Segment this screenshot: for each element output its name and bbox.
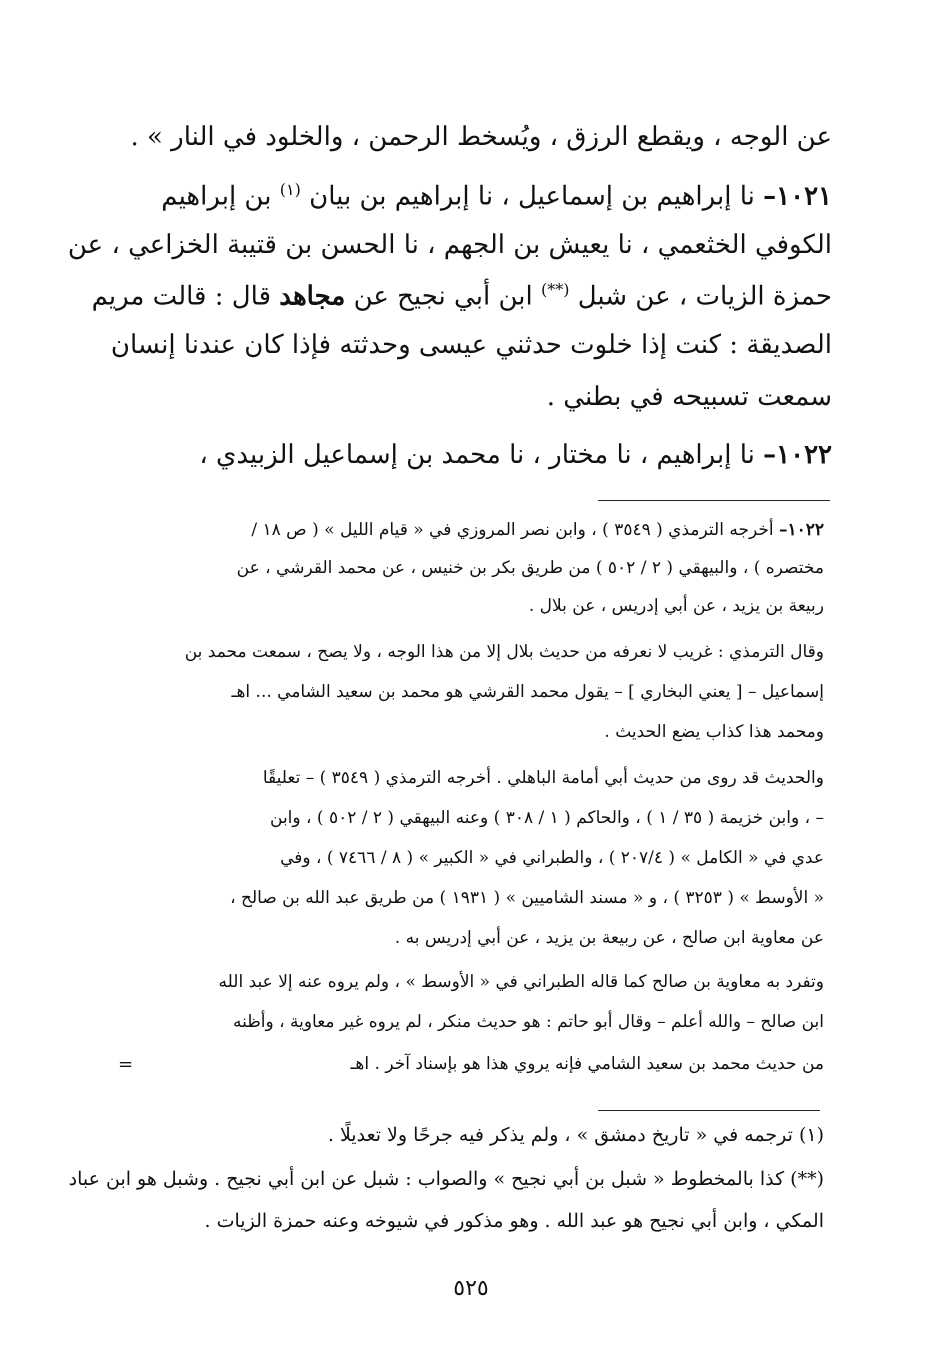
footnote-line-7: والحديث قد روى من حديث أبي أمامة الباهلي . أخرجه الترمذي ( ٣٥٤٩ ) – تعليقًا xyxy=(262,768,824,788)
hadith-1021-text-3c: قال : قالت مريم xyxy=(91,281,272,312)
note-line-2: (**) كذا بالمخطوط « شبل بن أبي نجيح » والصواب : شبل عن ابن أبي نجيح . وشبل هو ابن عباد xyxy=(68,1168,824,1190)
footnote-line-4: وقال الترمذي : غريب لا نعرفه من حديث بلال إلا من هذا الوجه ، ولا يصح ، سمعت محمد بن xyxy=(184,642,824,662)
footnote-ref-1: (١) xyxy=(279,180,301,199)
footnote-number-1022: ١٠٢٢– xyxy=(778,520,824,540)
footnote-line-10: « الأوسط » ( ٣٢٥٣ ) ، و « مسند الشاميين » ( ١٩٣١ ) من طريق عبد الله بن صالح ، xyxy=(230,888,824,908)
hadith-1021-line-5: سمعت تسبيحه في بطني . xyxy=(546,382,832,412)
hadith-number-1021: ١٠٢١– xyxy=(763,181,832,212)
hadith-1021-text-1-end: بن إبراهيم xyxy=(161,181,272,212)
footnote-line-9: عدي في « الكامل » ( ٢٠٧/٤ ) ، والطبراني في « الكبير » ( ٨ / ٧٤٦٦ ) ، وفي xyxy=(280,848,824,868)
footnote-line-6: ومحمد هذا كذاب يضع الحديث . xyxy=(604,722,824,742)
hadith-1021-text-3b: ابن أبي نجيح عن xyxy=(353,281,533,312)
main-line-1: عن الوجه ، ويقطع الرزق ، ويُسخط الرحمن ، والخلود في النار » . xyxy=(130,122,832,152)
hadith-1021-line-2: الكوفي الخثعمي ، نا يعيش بن الجهم ، نا الحسن بن قتيبة الخزاعي ، عن xyxy=(67,230,832,260)
narrator-mujahid: مجاهد xyxy=(279,281,346,312)
hadith-1022-text-1: نا إبراهيم ، نا مختار ، نا محمد بن إسماعيل الزبيدي ، xyxy=(199,440,755,470)
note-line-3: المكي ، وابن أبي نجيح هو عبد الله . وهو مذكور في شيوخه وعنه حمزة الزيات . xyxy=(204,1210,824,1232)
footnote-line-8: – ، وابن خزيمة ( ٣٥ / ١ ) ، والحاكم ( ١ / ٣٠٨ ) وعنه البيهقي ( ٢ / ٥٠٢ ) ، وابن xyxy=(270,808,824,828)
footnote-line-14: من حديث محمد بن سعيد الشامي فإنه يروي هذا هو بإسناد آخر . اهـ xyxy=(350,1054,824,1074)
hadith-1021-line-1 xyxy=(161,180,832,212)
hadith-1021-line-3 xyxy=(92,280,832,312)
footnote-line-11: عن معاوية ابن صالح ، عن ربيعة بن يزيد ، عن أبي إدريس به . xyxy=(394,928,824,948)
footnote-ref-2: (**) xyxy=(540,280,570,299)
continuation-mark: = xyxy=(118,1054,134,1075)
footnote-line-2: مختصره ) ، والبيهقي ( ٢ / ٥٠٢ ) من طريق بكر بن خنيس ، عن محمد القرشي ، عن xyxy=(236,558,824,578)
footnote-line-1 xyxy=(251,520,824,540)
footnote-line-5: إسماعيل – [ يعني البخاري ] – يقول محمد القرشي هو محمد بن سعيد الشامي ... اهـ xyxy=(231,682,824,702)
footnote-separator xyxy=(598,500,830,501)
hadith-1021-line-4: الصديقة : كنت إذا خلوت حدثني عيسى وحدثته فإذا كان عندنا إنسان xyxy=(110,330,832,360)
notes-separator xyxy=(598,1110,820,1111)
hadith-1022-line-1 xyxy=(199,440,832,470)
hadith-1021-text-3a: حمزة الزيات ، عن شبل xyxy=(577,281,832,312)
footnote-line-13: ابن صالح – والله أعلم – وقال أبو حاتم : هو حديث منكر ، لم يروه غير معاوية ، وأظنه xyxy=(232,1012,824,1032)
page-number: ٥٢٥ xyxy=(453,1276,489,1301)
footnote-line-12: وتفرد به معاوية بن صالح كما قاله الطبراني في « الأوسط » ، ولم يروه عنه إلا عبد الله xyxy=(218,972,824,992)
footnote-text-1: أخرجه الترمذي ( ٣٥٤٩ ) ، وابن نصر المروزي في « قيام الليل » ( ص ١٨ / xyxy=(251,520,774,540)
footnote-line-3: ربيعة بن يزيد ، عن أبي إدريس ، عن بلال . xyxy=(528,596,824,616)
note-line-1: (١) ترجمه في « تاريخ دمشق » ، ولم يذكر فيه جرحًا ولا تعديلًا . xyxy=(327,1124,824,1146)
hadith-1021-text-1: نا إبراهيم بن إسماعيل ، نا إبراهيم بن بيان xyxy=(309,181,755,212)
hadith-number-1022: ١٠٢٢– xyxy=(763,440,832,470)
